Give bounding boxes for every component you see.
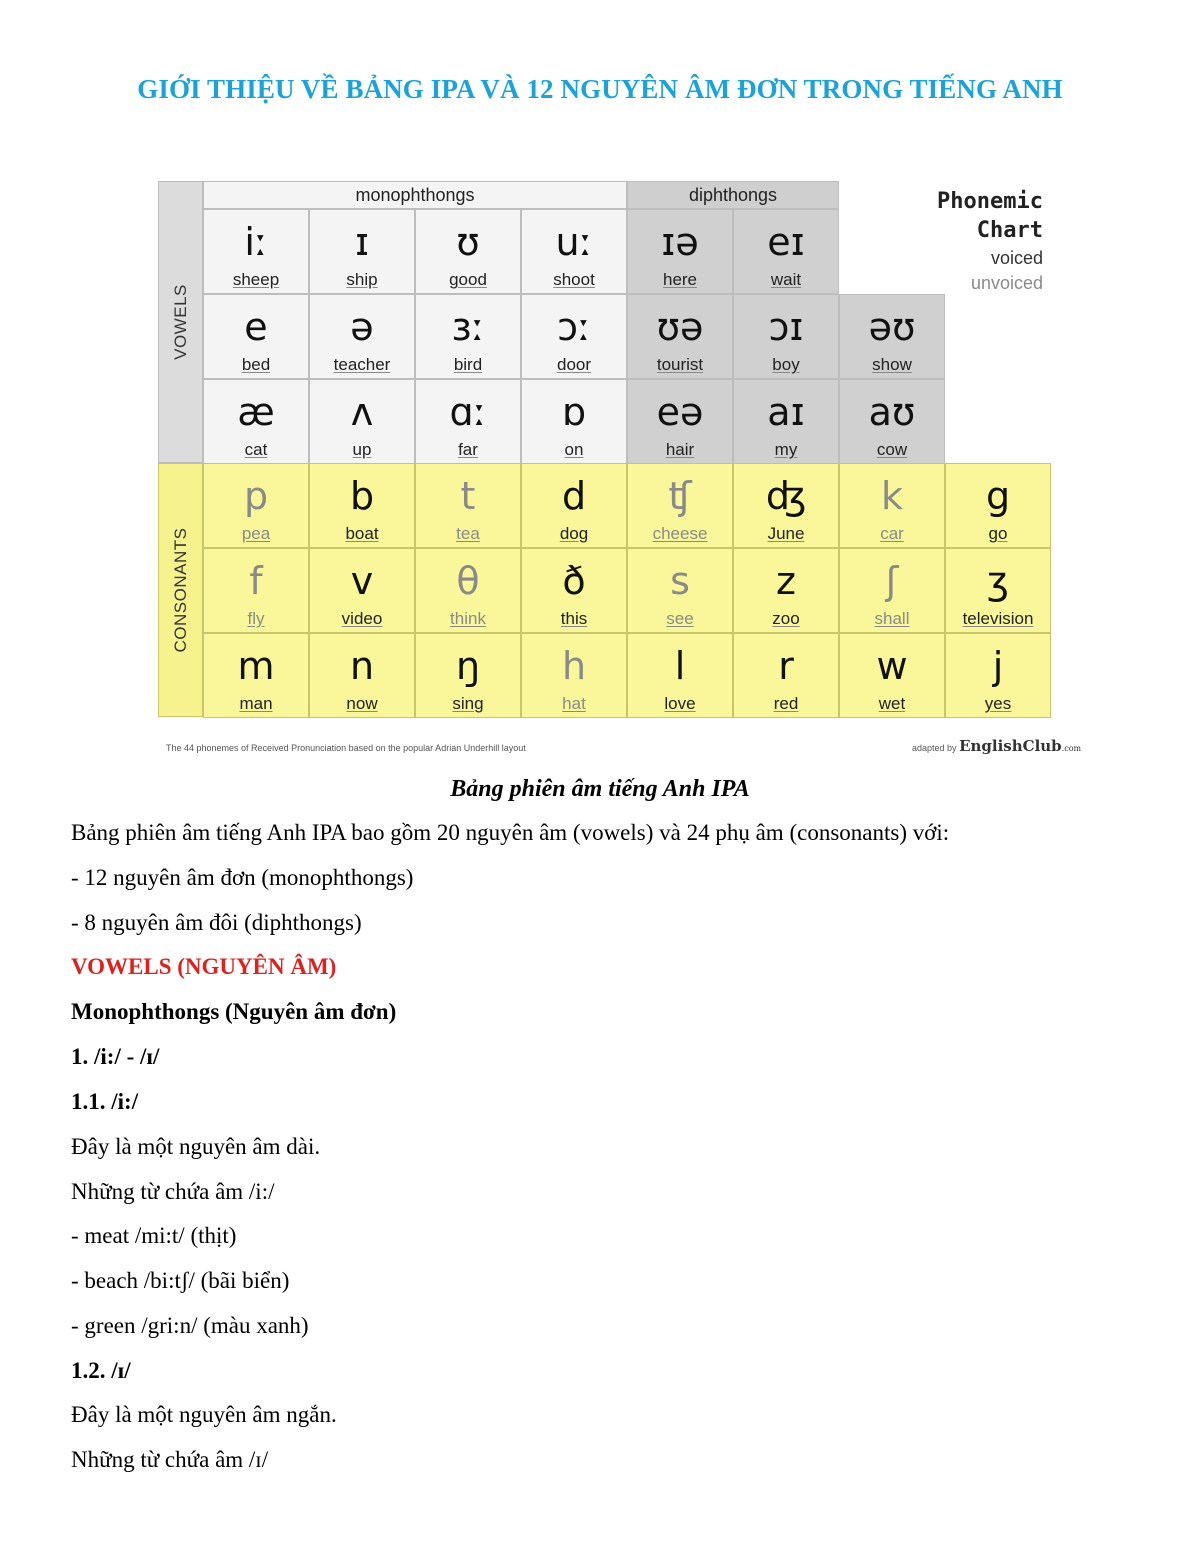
phoneme-cell xyxy=(309,294,415,379)
phoneme-symbol: w xyxy=(876,644,908,688)
consonants-side-label-box xyxy=(158,463,203,717)
diphthongs-header: diphthongs xyxy=(627,181,839,209)
example-word: here xyxy=(662,270,698,289)
phoneme-symbol: v xyxy=(350,559,374,603)
example-word: hair xyxy=(665,440,695,459)
phoneme-symbol: ɑː xyxy=(449,390,487,434)
example-word: shall xyxy=(874,609,910,628)
phoneme-cell xyxy=(627,633,733,718)
phoneme-symbol: ʧ xyxy=(668,474,692,518)
phoneme-cell xyxy=(733,548,839,633)
example-word: this xyxy=(560,609,588,628)
example-word: yes xyxy=(984,694,1012,713)
phoneme-cell xyxy=(627,379,733,464)
phoneme-symbol: ɒ xyxy=(561,390,587,434)
phoneme-cell xyxy=(203,633,309,718)
example-word: zoo xyxy=(772,609,800,628)
phoneme-cell xyxy=(627,209,733,294)
diphthong-count: - 8 nguyên âm đôi (diphthongs) xyxy=(71,910,362,935)
phonemic-chart xyxy=(158,181,1051,717)
intro-paragraph: Bảng phiên âm tiếng Anh IPA bao gồm 20 nguyên âm (vowels) và 24 phụ âm (consonants) với: xyxy=(71,820,950,845)
phoneme-symbol: ə xyxy=(350,305,374,349)
example-word: wait xyxy=(770,270,802,289)
phoneme-cell xyxy=(839,463,945,548)
phoneme-cell xyxy=(839,548,945,633)
consonants-side-label: CONSONANTS xyxy=(170,527,190,653)
phoneme-cell xyxy=(203,209,309,294)
phoneme-cell xyxy=(309,209,415,294)
legend-unvoiced: unvoiced xyxy=(970,273,1043,293)
document-title: GIỚI THIỆU VỀ BẢNG IPA VÀ 12 NGUYÊN ÂM ĐƠN TRONG TIẾNG ANH xyxy=(137,74,1063,104)
chart-caption: Bảng phiên âm tiếng Anh IPA xyxy=(450,776,750,802)
phoneme-cell xyxy=(627,294,733,379)
phoneme-cell xyxy=(203,548,309,633)
words-short-i-text: Những từ chứa âm /ɪ/ xyxy=(71,1447,269,1472)
phoneme-symbol: aɪ xyxy=(767,390,805,434)
example-word: man xyxy=(239,694,273,713)
short-vowel-text: Đây là một nguyên âm ngắn. xyxy=(71,1402,337,1427)
phoneme-cell xyxy=(415,548,521,633)
phoneme-cell xyxy=(309,548,415,633)
monophthong-count: - 12 nguyên âm đơn (monophthongs) xyxy=(71,865,414,890)
legend-title-line1: Phonemic xyxy=(937,189,1043,214)
phoneme-cell xyxy=(203,294,309,379)
phoneme-symbol: uː xyxy=(555,220,593,264)
example-word: car xyxy=(880,524,904,543)
phoneme-symbol: ʊə xyxy=(656,305,704,349)
phoneme-symbol: p xyxy=(243,474,269,518)
chart-legend xyxy=(937,187,1043,295)
chart-credit xyxy=(912,737,1081,755)
phoneme-symbol: ʌ xyxy=(350,390,374,434)
phoneme-cell xyxy=(415,209,521,294)
example-word: show xyxy=(872,355,912,374)
words-long-i-text: Những từ chứa âm /i:/ xyxy=(71,1179,275,1204)
example-word: hat xyxy=(562,694,586,713)
phoneme-symbol: z xyxy=(776,559,796,603)
phoneme-cell xyxy=(839,294,945,379)
phoneme-symbol: t xyxy=(460,474,476,518)
monophthongs-header: monophthongs xyxy=(203,181,627,209)
example-word: bird xyxy=(453,355,483,374)
phoneme-symbol: ɪə xyxy=(661,220,699,264)
phoneme-symbol: æ xyxy=(237,390,275,434)
example-word: pea xyxy=(241,524,271,543)
example-word: shoot xyxy=(553,270,595,289)
example-word: see xyxy=(666,609,694,628)
legend-title-line2: Chart xyxy=(976,218,1043,243)
phoneme-cell xyxy=(203,463,309,548)
phoneme-symbol: ɜː xyxy=(451,305,485,349)
phoneme-symbol: aʊ xyxy=(868,390,916,434)
example-word: boy xyxy=(772,355,800,374)
phoneme-symbol: ð xyxy=(562,559,586,603)
example-word: June xyxy=(767,524,805,543)
long-vowel-text: Đây là một nguyên âm dài. xyxy=(71,1134,321,1159)
example-word: sheep xyxy=(232,270,280,289)
example-word: cheese xyxy=(652,524,708,543)
example-word: up xyxy=(352,440,372,459)
phoneme-symbol: ŋ xyxy=(455,644,481,688)
monophthongs-heading: Monophthongs (Nguyên âm đơn) xyxy=(71,999,397,1024)
example-word: bed xyxy=(241,355,271,374)
phoneme-symbol: iː xyxy=(244,220,268,264)
section-1-1-heading: 1.1. /i:/ xyxy=(71,1089,139,1114)
phoneme-symbol: θ xyxy=(456,559,480,603)
phoneme-symbol: n xyxy=(349,644,375,688)
example-word: video xyxy=(341,609,383,628)
phoneme-cell xyxy=(521,633,627,718)
phoneme-cell xyxy=(733,294,839,379)
credit-prefix: adapted by xyxy=(912,743,957,753)
phoneme-cell xyxy=(839,633,945,718)
phoneme-cell xyxy=(415,294,521,379)
section-1-2-heading: 1.2. /ɪ/ xyxy=(71,1358,131,1383)
example-word: fly xyxy=(247,609,265,628)
example-word: wet xyxy=(878,694,906,713)
phoneme-cell xyxy=(733,379,839,464)
example-word: door xyxy=(556,355,592,374)
phoneme-symbol: s xyxy=(670,559,690,603)
example-word: on xyxy=(564,440,584,459)
phoneme-cell xyxy=(627,463,733,548)
example-word: far xyxy=(458,440,478,459)
example-beach: - beach /bi:tʃ/ (bãi biển) xyxy=(71,1268,290,1293)
example-word: good xyxy=(449,270,487,289)
phoneme-symbol: ʃ xyxy=(885,559,899,603)
phoneme-symbol: l xyxy=(674,644,686,688)
example-word: dog xyxy=(559,524,589,543)
phoneme-symbol: ɪ xyxy=(354,220,370,264)
example-word: tourist xyxy=(656,355,704,374)
example-word: television xyxy=(962,609,1034,628)
phoneme-cell xyxy=(839,379,945,464)
phoneme-symbol: ʊ xyxy=(456,220,480,264)
example-word: think xyxy=(450,609,486,628)
example-word: sing xyxy=(452,694,484,713)
phoneme-symbol: f xyxy=(249,559,263,603)
englishclub-logo: EnglishClub.com xyxy=(959,737,1082,755)
phoneme-symbol: k xyxy=(880,474,903,518)
phoneme-cell xyxy=(521,379,627,464)
phoneme-cell xyxy=(733,633,839,718)
phoneme-cell xyxy=(733,209,839,294)
phoneme-cell xyxy=(309,379,415,464)
phoneme-cell xyxy=(415,633,521,718)
phoneme-symbol: d xyxy=(561,474,587,518)
example-word: ship xyxy=(346,270,378,289)
example-word: my xyxy=(774,440,798,459)
example-word: boat xyxy=(345,524,379,543)
vowels-side-label: VOWELS xyxy=(170,284,190,360)
phoneme-cell xyxy=(627,548,733,633)
phoneme-symbol: ɔɪ xyxy=(768,305,804,349)
section-1-heading: 1. /i:/ - /ɪ/ xyxy=(71,1044,160,1069)
phoneme-symbol: eɪ xyxy=(767,220,805,264)
example-word: go xyxy=(988,524,1008,543)
vowels-heading: VOWELS (NGUYÊN ÂM) xyxy=(71,954,337,979)
example-meat: - meat /mi:t/ (thịt) xyxy=(71,1223,237,1248)
chart-footnote: The 44 phonemes of Received Pronunciation based on the popular Adrian Underhill layout xyxy=(166,743,526,753)
phoneme-symbol: e xyxy=(244,305,268,349)
phoneme-cell xyxy=(945,548,1051,633)
phoneme-cell xyxy=(415,379,521,464)
phoneme-symbol: g xyxy=(985,474,1011,518)
phoneme-symbol: əʊ xyxy=(868,305,916,349)
phoneme-symbol: h xyxy=(561,644,587,688)
phoneme-symbol: r xyxy=(778,644,794,688)
phoneme-cell xyxy=(945,633,1051,718)
vowels-side-label-box xyxy=(158,181,203,463)
example-word: love xyxy=(664,694,696,713)
phoneme-cell xyxy=(415,463,521,548)
legend-voiced: voiced xyxy=(990,248,1043,268)
phoneme-symbol: ɔː xyxy=(557,305,591,349)
phoneme-symbol: ʤ xyxy=(765,474,807,518)
phoneme-symbol: ʒ xyxy=(987,559,1009,603)
example-word: now xyxy=(346,694,378,713)
phoneme-symbol: b xyxy=(349,474,375,518)
phoneme-cell xyxy=(309,633,415,718)
phoneme-cell xyxy=(733,463,839,548)
phoneme-cell xyxy=(309,463,415,548)
example-word: cow xyxy=(876,440,908,459)
phoneme-symbol: eə xyxy=(656,390,704,434)
phoneme-symbol: m xyxy=(237,644,275,688)
example-word: red xyxy=(773,694,799,713)
phoneme-cell xyxy=(521,463,627,548)
phoneme-symbol: j xyxy=(992,644,1004,688)
phoneme-cell xyxy=(203,379,309,464)
phoneme-cell xyxy=(521,209,627,294)
example-green: - green /gri:n/ (màu xanh) xyxy=(71,1313,309,1338)
example-word: teacher xyxy=(333,355,391,374)
example-word: tea xyxy=(456,524,480,543)
phoneme-cell xyxy=(945,463,1051,548)
phoneme-cell xyxy=(521,548,627,633)
phoneme-cell xyxy=(521,294,627,379)
example-word: cat xyxy=(244,440,268,459)
